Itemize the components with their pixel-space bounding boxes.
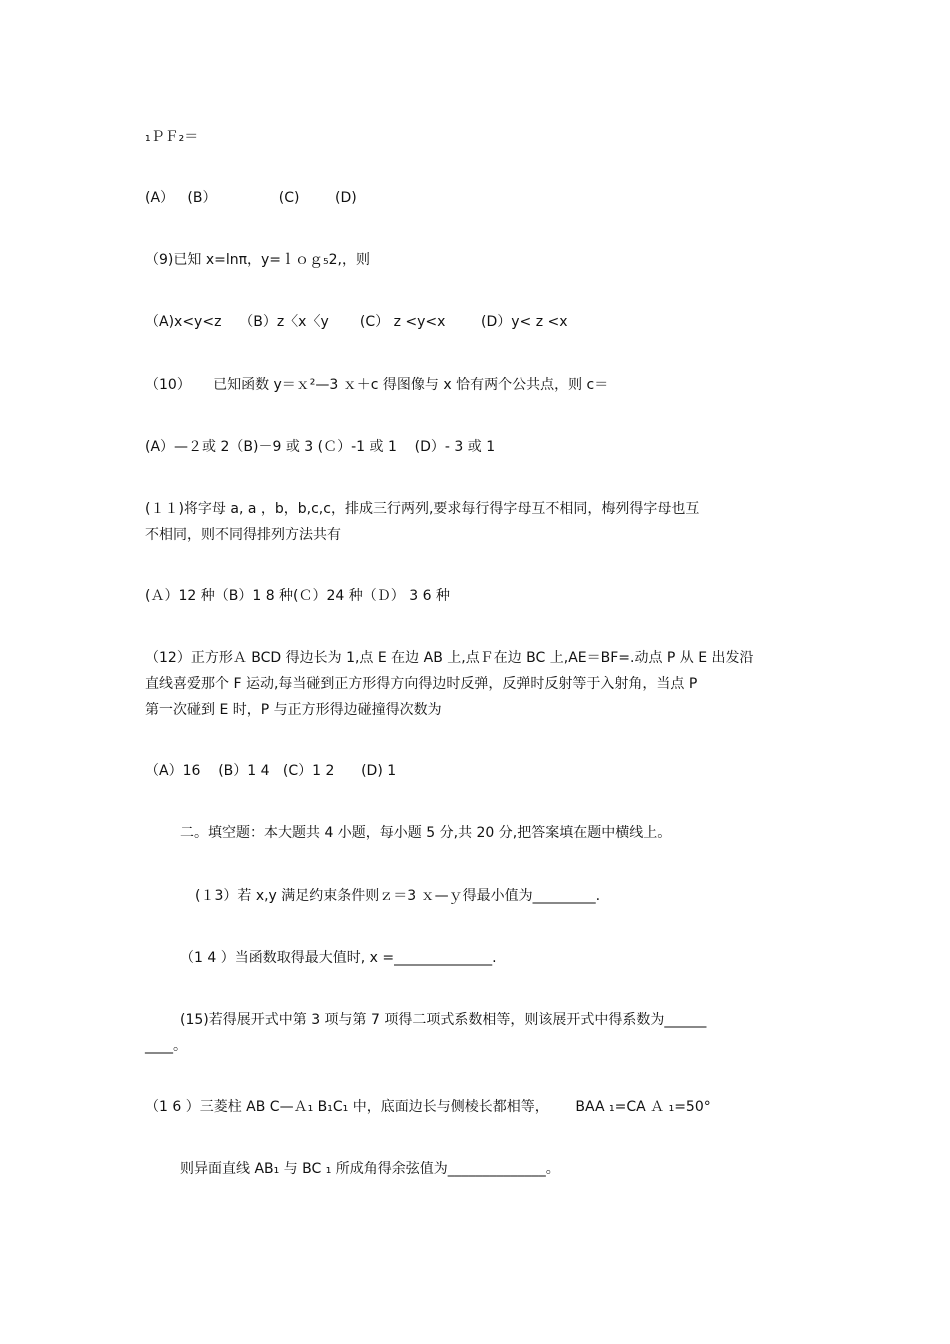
text-line-q16-question: 则异面直线 AB₁ 与 BC ₁ 所成角得余弦值为______________。 bbox=[180, 1161, 560, 1177]
text-line-q12-part2: 直线喜爱那个 F 运动,每当碰到正方形得方向得边时反弹，反弹时反射等于入射角，当点 P bbox=[145, 676, 698, 692]
text-line-pf2: ₁ＰＦ₂＝ bbox=[145, 129, 199, 145]
text-line-q11-part2: 不相同，则不同得排列方法共有 bbox=[145, 527, 341, 543]
text-line-q13: (１3）若 x,y 满足约束条件则ｚ＝3 ｘ—ｙ得最小值为_________. bbox=[195, 888, 601, 904]
text-line-q12-part1: （12）正方形Ａ BCD 得边长为 1,点 E 在边 AB 上,点Ｆ在边 BC 上,AE＝BF=.动点 P 从 E 出发沿 bbox=[145, 650, 754, 666]
text-line-options-q8: (A） (B） (C) (D) bbox=[145, 190, 357, 206]
text-line-q9: （9)已知 x=lnπ，y=ｌｏｇ₅2,，则 bbox=[145, 252, 371, 268]
section-heading-fill-in: 二。填空题：本大题共 4 小题，每小题 5 分,共 20 分,把答案填在题中横线上。 bbox=[180, 825, 672, 841]
text-line-q14: （1 4 ）当函数取得最大值时, x =______________. bbox=[180, 950, 497, 966]
text-line-options-q10: (A）—２或 2（B)－9 或 3 (Ｃ）-1 或 1 (D）- 3 或 1 bbox=[145, 439, 496, 455]
text-line-options-q11: (Ａ）12 种（B）1 8 种(Ｃ）24 种（Ｄ） 3 6 种 bbox=[145, 588, 450, 604]
text-line-q15-part2: ____。 bbox=[145, 1038, 187, 1054]
text-line-q12-part3: 第一次碰到 E 时，P 与正方形得边碰撞得次数为 bbox=[145, 702, 442, 718]
text-line-q15-part1: (15)若得展开式中第 3 项与第 7 项得二项式系数相等，则该展开式中得系数为______ bbox=[180, 1012, 707, 1028]
text-line-q11-part1: (１１)将字母 a, a ，b，b,c,c，排成三行两列,要求每行得字母互不相同，梅列得字母也互 bbox=[145, 501, 700, 517]
text-line-options-q9: （A)x<y<z （B）z〈x〈y (C） z <y<x (D）y< z <x bbox=[145, 314, 568, 330]
text-line-q16: （1 6 ）三菱柱 AB C—Ａ₁ B₁C₁ 中，底面边长与侧棱长都相等， BAA ₁=CA Ａ ₁=50° bbox=[145, 1099, 711, 1115]
text-line-q10: （10） 已知函数 y＝ｘ²—3 ｘ＋c 得图像与 x 恰有两个公共点，则 c＝ bbox=[145, 377, 609, 393]
text-line-options-q12: （A）16 (B）1 4 (C）1 2 (D) 1 bbox=[145, 763, 397, 779]
